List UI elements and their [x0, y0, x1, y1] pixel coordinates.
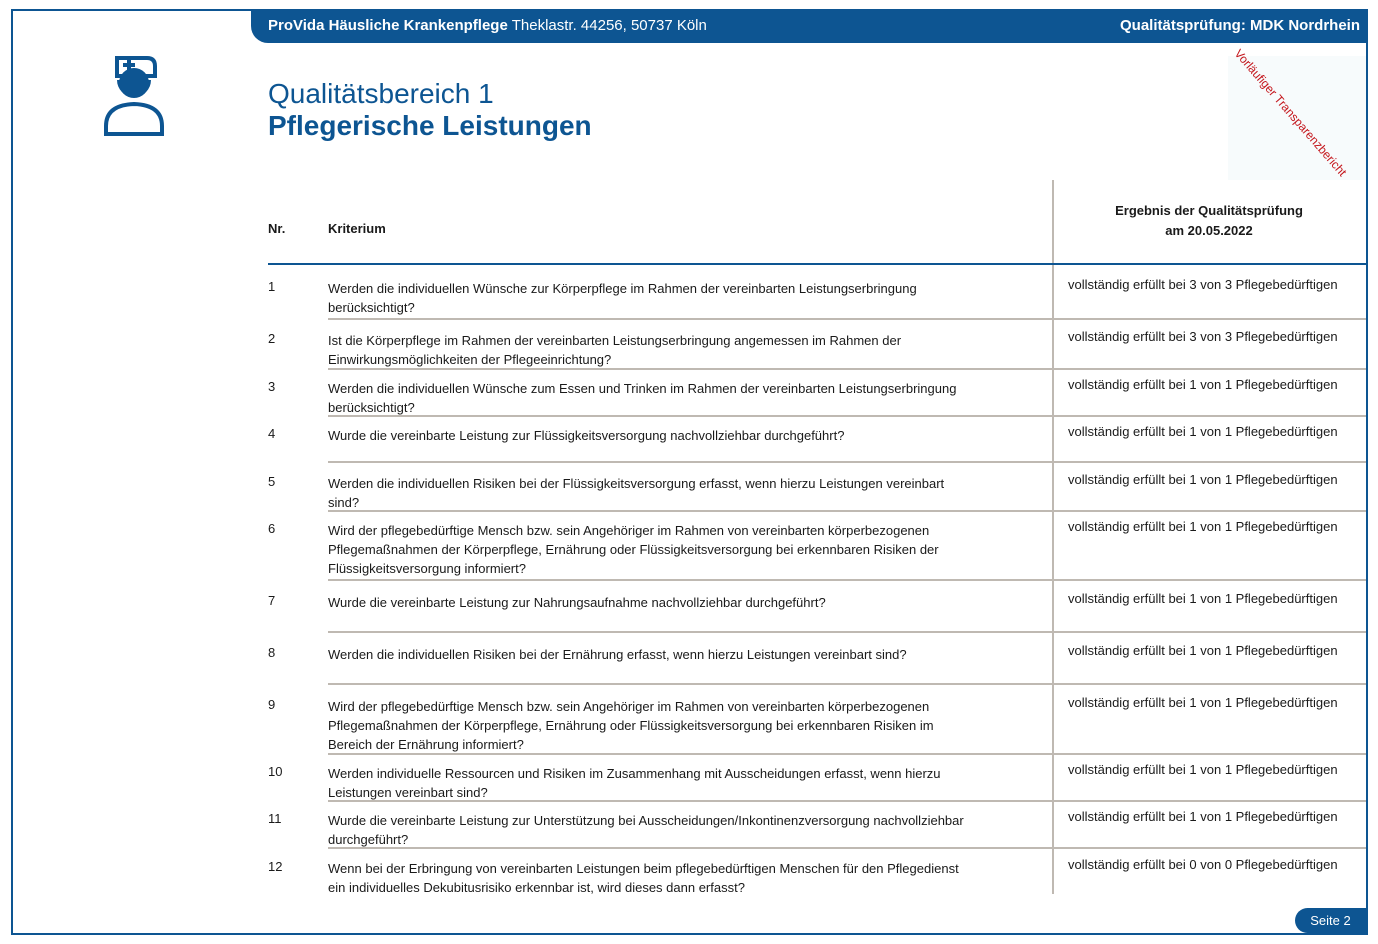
row-divider — [328, 753, 1366, 755]
row-criterion: Werden die individuellen Risiken bei der Flüssigkeitsversorgung erfasst, wenn hierzu Leistungen vereinbart sind? — [328, 476, 945, 510]
column-divider — [1052, 180, 1054, 894]
row-result: vollständig erfüllt bei 1 von 1 Pflegebedürftigen — [1068, 809, 1338, 824]
header-exam-title: Qualitätsprüfung: MDK Nordrhein — [1120, 17, 1360, 34]
row-divider — [328, 415, 1366, 417]
row-criterion: Ist die Körperpflege im Rahmen der vereinbarten Leistungserbringung angemessen im Rahmen der Einwirkungsmöglichkeiten der Pflegeeinrichtung? — [328, 333, 902, 367]
row-result: vollständig erfüllt bei 1 von 1 Pflegebedürftigen — [1068, 519, 1338, 534]
row-criterion: Wurde die vereinbarte Leistung zur Unterstützung bei Ausscheidungen/Inkontinenzversorgung nachvollziehbar durchgeführt? — [328, 813, 964, 847]
header-rule — [268, 263, 1366, 265]
row-number: 3 — [268, 379, 276, 394]
row-number: 7 — [268, 593, 276, 608]
row-number: 10 — [268, 764, 283, 779]
row-divider — [328, 368, 1366, 370]
row-criterion: Wenn bei der Erbringung von vereinbarten Leistungen beim pflegebedürftigen Menschen für den Pflegedienst ein individuelles Dekubitusrisiko erkennbar ist, wird dieses dann erfasst? — [328, 861, 959, 895]
column-header-ergebnis-line1: Ergebnis der Qualitätsprüfung — [1115, 203, 1303, 218]
row-result: vollständig erfüllt bei 0 von 0 Pflegebedürftigen — [1068, 857, 1338, 872]
section-title — [268, 78, 592, 142]
column-header-ergebnis-date: am 20.05.2022 — [1165, 223, 1253, 238]
row-number: 8 — [268, 645, 276, 660]
row-criterion: Wird der pflegebedürftige Mensch bzw. sein Angehöriger im Rahmen von vereinbarten körperbezogenen Pflegemaßnahmen der Körperpflege, Ernährung oder Flüssigkeitsversorgung bei erkennbaren Risiken im Bereich der Ernährung informiert? — [328, 699, 934, 752]
row-result: vollständig erfüllt bei 1 von 1 Pflegebedürftigen — [1068, 643, 1338, 658]
section-number: Qualitätsbereich 1 — [268, 78, 494, 109]
provisional-stamp: Vorläufiger Transparenzbericht — [1231, 46, 1350, 180]
row-result: vollständig erfüllt bei 1 von 1 Pflegebedürftigen — [1068, 695, 1338, 710]
row-result: vollständig erfüllt bei 3 von 3 Pflegebedürftigen — [1068, 329, 1338, 344]
row-result: vollständig erfüllt bei 1 von 1 Pflegebedürftigen — [1068, 591, 1338, 606]
row-number: 9 — [268, 697, 276, 712]
row-result: vollständig erfüllt bei 3 von 3 Pflegebedürftigen — [1068, 277, 1338, 292]
section-name: Pflegerische Leistungen — [268, 110, 592, 141]
column-header-ergebnis — [1056, 201, 1362, 241]
page-number: Seite 2 — [1295, 908, 1366, 933]
row-result: vollständig erfüllt bei 1 von 1 Pflegebedürftigen — [1068, 472, 1338, 487]
row-divider — [328, 683, 1366, 685]
row-criterion: Werden individuelle Ressourcen und Risiken im Zusammenhang mit Ausscheidungen erfasst, wenn hierzu Leistungen vereinbart sind? — [328, 766, 941, 800]
row-criterion: Wird der pflegebedürftige Mensch bzw. sein Angehöriger im Rahmen von vereinbarten körperbezogenen Pflegemaßnahmen der Körperpflege, Ernährung oder Flüssigkeitsversorgung bei erkennbaren Risiken der Flüssigkeitsversorgung informiert? — [328, 523, 939, 576]
row-divider — [328, 800, 1366, 802]
row-divider — [328, 318, 1366, 320]
org-name: ProVida Häusliche Krankenpflege — [268, 17, 508, 34]
nurse-icon — [103, 54, 167, 138]
row-divider — [328, 631, 1366, 633]
header-bar — [251, 9, 1368, 43]
row-result: vollständig erfüllt bei 1 von 1 Pflegebedürftigen — [1068, 424, 1338, 439]
row-divider — [328, 510, 1366, 512]
row-result: vollständig erfüllt bei 1 von 1 Pflegebedürftigen — [1068, 377, 1338, 392]
row-criterion: Wurde die vereinbarte Leistung zur Nahrungsaufnahme nachvollziehbar durchgeführt? — [328, 595, 826, 610]
row-criterion: Werden die individuellen Wünsche zum Essen und Trinken im Rahmen der vereinbarten Leistungserbringung berücksichtigt? — [328, 381, 957, 415]
row-number: 6 — [268, 521, 276, 536]
column-header-kriterium: Kriterium — [328, 221, 386, 236]
row-number: 12 — [268, 859, 283, 874]
row-number: 4 — [268, 426, 276, 441]
org-address: Theklastr. 44256, 50737 Köln — [511, 17, 707, 34]
row-number: 5 — [268, 474, 276, 489]
row-criterion: Werden die individuellen Risiken bei der Ernährung erfasst, wenn hierzu Leistungen vereinbart sind? — [328, 647, 907, 662]
row-number: 11 — [268, 811, 282, 826]
row-divider — [328, 579, 1366, 581]
row-number: 1 — [268, 279, 276, 294]
row-divider — [328, 847, 1366, 849]
row-criterion: Werden die individuellen Wünsche zur Körperpflege im Rahmen der vereinbarten Leistungserbringung berücksichtigt? — [328, 281, 917, 315]
header-org — [268, 17, 707, 34]
column-header-nr: Nr. — [268, 221, 286, 236]
row-result: vollständig erfüllt bei 1 von 1 Pflegebedürftigen — [1068, 762, 1338, 777]
row-number: 2 — [268, 331, 276, 346]
row-divider — [328, 461, 1366, 463]
row-criterion: Wurde die vereinbarte Leistung zur Flüssigkeitsversorgung nachvollziehbar durchgeführt? — [328, 428, 845, 443]
